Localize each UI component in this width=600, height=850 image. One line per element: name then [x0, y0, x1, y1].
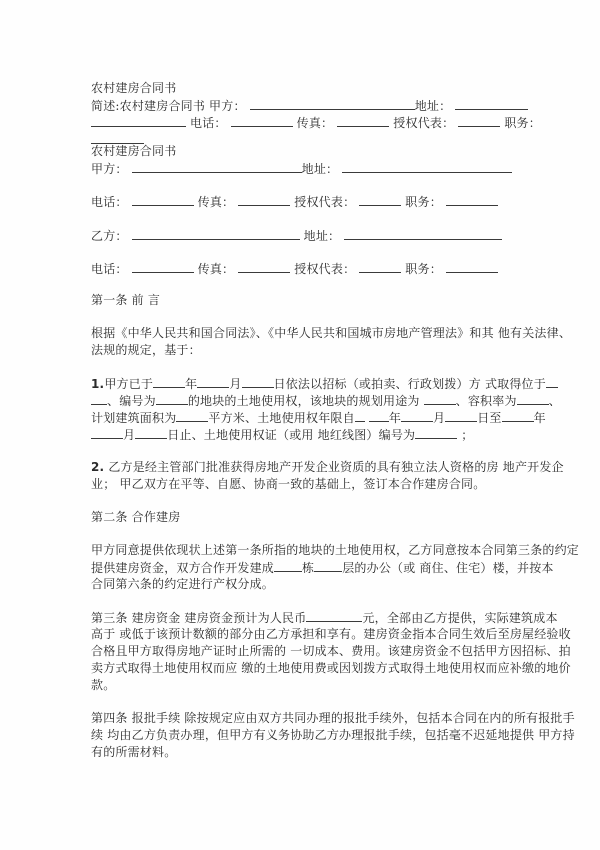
text-segment: 、编号为: [107, 394, 156, 408]
text-segment: 月: [433, 411, 446, 425]
fill-in-blank[interactable]: [369, 410, 389, 422]
text-segment: 法规的规定，基于：: [91, 343, 201, 357]
text-line: [91, 477, 485, 491]
text-line: [91, 711, 575, 725]
fill-in-blank[interactable]: [91, 427, 123, 439]
fill-in-blank[interactable]: [355, 410, 365, 422]
fill-in-blank[interactable]: [153, 376, 185, 388]
text-line: [91, 644, 571, 658]
text-line: [91, 81, 176, 95]
text-segment: 、容积率为: [455, 394, 517, 408]
fill-in-blank[interactable]: [446, 194, 498, 206]
text-segment: 提供建房资金，双方合作开发建成: [91, 561, 275, 575]
text-segment: 农村建房合同书: [91, 81, 177, 95]
text-segment: 合格且甲方取得房地产证时止所需的 一切成本、费用。该建房资金不包括甲方因招标、拍: [91, 644, 571, 658]
text-segment: 地址：: [299, 229, 345, 243]
text-line: [91, 460, 564, 474]
fill-in-blank[interactable]: [156, 393, 188, 405]
text-line: [91, 228, 502, 243]
fill-in-blank[interactable]: [446, 261, 498, 273]
text-line: [91, 560, 554, 575]
clause-number: 1.: [91, 377, 105, 391]
text-line: [91, 98, 528, 113]
fill-in-blank[interactable]: [176, 410, 208, 422]
text-segment: 农村建房合同书: [91, 144, 177, 158]
text-line: [91, 410, 546, 425]
text-line: [91, 610, 558, 625]
fill-in-blank[interactable]: [91, 393, 107, 405]
fill-in-blank[interactable]: [546, 376, 558, 388]
text-line: [91, 343, 201, 357]
text-line: [91, 510, 180, 524]
fill-in-blank[interactable]: [231, 115, 293, 127]
fill-in-blank[interactable]: [445, 410, 477, 422]
fill-in-blank[interactable]: [424, 393, 456, 405]
text-segment: 日至: [477, 411, 502, 425]
fill-in-blank[interactable]: [337, 115, 389, 127]
text-segment: 续 均由乙方负责办理，但甲方有义务协助乙方办理报批手续，包括毫不迟延地提供 甲方持: [91, 728, 575, 742]
fill-in-blank[interactable]: [274, 560, 302, 572]
text-segment: 授权代表：: [290, 195, 360, 209]
text-segment: 日依法以招标（或拍卖、行政划拨）方 式取得位于: [273, 377, 546, 391]
text-line: [91, 144, 176, 158]
fill-in-blank[interactable]: [306, 610, 362, 622]
text-segment: 元，全部由乙方提供，实际建筑成本: [362, 611, 558, 625]
text-segment: 的地块的土地使用权，该地块的规划用途为: [187, 394, 424, 408]
text-segment: 职务：: [401, 195, 446, 209]
fill-in-blank[interactable]: [415, 427, 457, 439]
text-segment: 日止、土地使用权证（或用 地红线图）编号为: [167, 428, 416, 442]
text-segment: 授权代表：: [290, 262, 360, 276]
fill-in-blank[interactable]: [455, 98, 528, 110]
text-line: [91, 427, 473, 442]
text-segment: 简述:农村建房合同书 甲方：: [91, 99, 250, 113]
text-line: [91, 393, 561, 408]
fill-in-blank[interactable]: [91, 132, 144, 144]
text-segment: 传真：: [193, 262, 239, 276]
text-segment: 第四条 报批手续 除按规定应由双方共同办理的报批手续外，包括本合同在内的所有报批手: [91, 711, 575, 725]
text-segment: 地址：: [301, 162, 343, 176]
text-segment: 平方米、土地使用权年限自: [208, 411, 355, 425]
fill-in-blank[interactable]: [135, 427, 167, 439]
text-segment: 授权代表：: [389, 116, 459, 130]
text-segment: 电话：: [186, 116, 231, 130]
text-line: [91, 261, 498, 276]
text-segment: 电话：: [91, 262, 132, 276]
fill-in-blank[interactable]: [458, 115, 500, 127]
fill-in-blank[interactable]: [401, 410, 433, 422]
text-segment: 业； 甲乙双方在平等、自愿、协商一致的基础上，签订本合作建房合同。: [91, 477, 486, 491]
text-segment: 第三条 建房资金 建房资金预计为人民币: [91, 611, 307, 625]
text-segment: 乙方是经主管部门批准获得房地产开发企业资质的具有独立法人资格的房 地产开发企: [104, 460, 564, 474]
fill-in-blank[interactable]: [502, 410, 534, 422]
fill-in-blank[interactable]: [132, 194, 194, 206]
text-segment: 甲方同意提供依现状上述第一条所指的地块的土地使用权，乙方同意按本合同第三条的约定: [91, 543, 580, 557]
fill-in-blank[interactable]: [359, 261, 401, 273]
text-segment: 年: [388, 411, 402, 425]
fill-in-blank[interactable]: [314, 560, 342, 572]
fill-in-blank[interactable]: [517, 393, 549, 405]
text-line: [91, 577, 274, 591]
text-segment: 卖方式取得土地使用权而应 缴的土地使用费或因划拨方式取得土地使用权而应补缴的地价: [91, 661, 571, 675]
text-line: [91, 661, 571, 675]
clause-number: 2.: [91, 460, 105, 474]
text-segment: 、: [548, 394, 561, 408]
fill-in-blank[interactable]: [91, 115, 186, 127]
text-line: [91, 745, 176, 759]
fill-in-blank[interactable]: [132, 261, 194, 273]
fill-in-blank[interactable]: [344, 228, 502, 240]
text-line: [91, 627, 571, 641]
text-line: [91, 115, 541, 130]
text-segment: 月: [123, 428, 136, 442]
fill-in-blank[interactable]: [197, 376, 229, 388]
text-line: [91, 293, 160, 307]
text-segment: 款。: [91, 678, 116, 692]
text-line: [91, 376, 558, 391]
text-segment: ；: [457, 428, 474, 442]
fill-in-blank[interactable]: [238, 194, 290, 206]
text-segment: 职务：: [500, 116, 541, 130]
text-line: [91, 678, 115, 692]
fill-in-blank[interactable]: [342, 161, 512, 173]
text-segment: 甲方：: [91, 162, 132, 176]
text-line: [91, 543, 579, 557]
text-segment: 月: [229, 377, 242, 391]
text-segment: 甲方已于: [104, 377, 154, 391]
text-segment: 电话：: [91, 195, 132, 209]
text-segment: 年: [185, 377, 198, 391]
fill-in-blank[interactable]: [238, 261, 290, 273]
text-segment: 栋: [302, 561, 315, 575]
text-segment: 计划建筑面积为: [91, 411, 177, 425]
text-segment: 层的办公（或 商住、住宅）楼，并按本: [342, 561, 554, 575]
fill-in-blank[interactable]: [250, 98, 415, 110]
text-segment: 第二条 合作建房: [91, 510, 181, 524]
fill-in-blank[interactable]: [359, 194, 401, 206]
text-segment: 高于 或低于该预计数额的部分由乙方承担和享有。建房资金指本合同生效后至房屋经验收: [91, 627, 571, 641]
fill-in-blank[interactable]: [132, 161, 302, 173]
text-line: [91, 326, 571, 340]
text-segment: 有的所需材料。: [91, 745, 177, 759]
text-segment: 乙方：: [91, 229, 132, 243]
text-segment: 职务：: [401, 262, 446, 276]
fill-in-blank[interactable]: [242, 376, 274, 388]
text-line: [91, 728, 575, 742]
text-line: [91, 161, 512, 176]
text-segment: 地址：: [414, 99, 456, 113]
text-segment: 合同第六条的约定进行产权分成。: [91, 577, 275, 591]
text-segment: 根据《中华人民共和国合同法》、《中华人民共和国城市房地产管理法》和其 他有关法律、: [91, 326, 572, 340]
text-segment: 第一条 前 言: [91, 293, 161, 307]
text-segment: 年: [533, 411, 546, 425]
text-segment: 传真：: [292, 116, 338, 130]
fill-in-blank[interactable]: [132, 228, 300, 240]
text-line: [91, 194, 498, 209]
text-segment: 传真：: [193, 195, 239, 209]
